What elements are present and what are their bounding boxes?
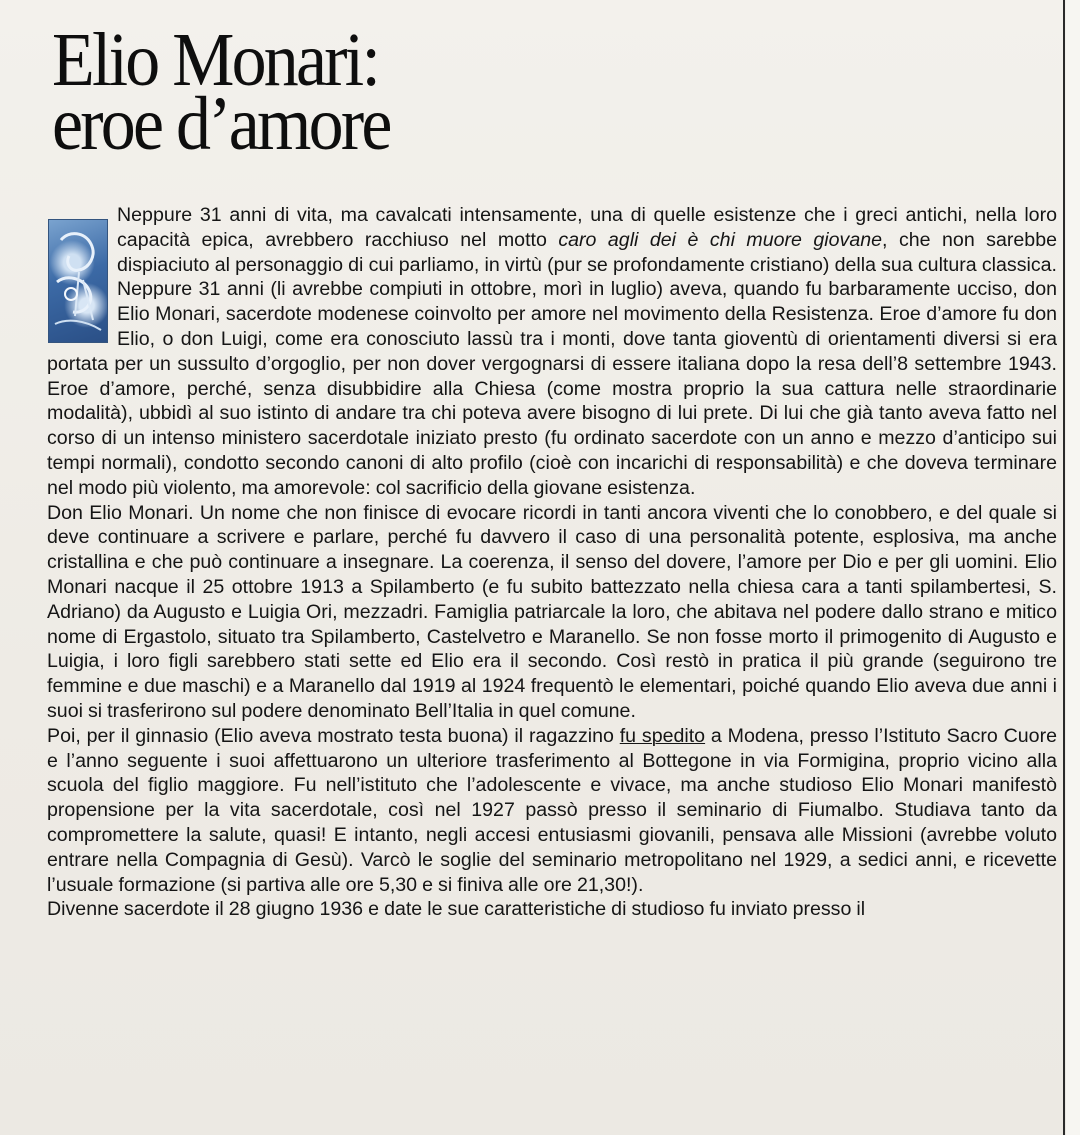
- article-title: [52, 18, 390, 166]
- article-body: [47, 203, 1057, 922]
- paragraph-4: Divenne sacerdote il 28 giugno 1936 e date le sue caratteristiche di studioso fu inviato presso il: [47, 898, 866, 921]
- dropcap-spacer: [47, 203, 117, 327]
- paragraph-3-text-a: Poi, per il ginnasio (Elio aveva mostrato testa buona) il ragazzino: [47, 724, 620, 747]
- column-rule: [1063, 0, 1065, 1135]
- article-title-line-1: Elio Monari:: [52, 18, 379, 102]
- paragraph-1-motto: caro agli dei è chi muore giovane: [558, 228, 883, 251]
- paragraph-1-text-b: , che non sarebbe dispiaciuto al personaggio di cui parliamo, in virtù (pur se profondamente cristiano) della sua cultura classica. Neppure 31 anni (li avrebbe compiuti in ottobre, morì in luglio) aveva, quando fu barbaramente ucciso, don Elio Monari, sacerdote modenese coinvolto per amore nel movimento della Resistenza. Eroe d’amore fu don Elio, o don Luigi, come era conosciuto lassù tra i monti, dove tanta gioventù di orientamenti diversi si era portata per un sussulto d’orgoglio, per non dover vergognarsi di essere italiana dopo la resa dell’8 settembre 1943. Eroe d’amore, perché, senza disubbidire alla Chiesa (come mostra proprio la sua cattura nelle straordinarie modalità), ubbidì al suo istinto di andare tra chi poteva avere bisogno di lui prete. Di lui che già tanto aveva fatto nel corso di un intenso ministero sacerdotale iniziato presto (fu ordinato sacerdote con un anno e mezzo d’anticipo sui tempi normali), condotto secondo canoni di alto profilo (cioè con incarichi di responsabilità) e che doveva terminare nel modo più violento, ma amorevole: col sacrificio della giovane esistenza.: [47, 228, 1057, 499]
- page-margin: [1066, 0, 1080, 1135]
- paragraph-1-text-a: Neppure 31 anni di vita, ma cavalcati intensamente, una di quelle esistenze che i greci antichi, nella loro capacità epica, avrebbero racchiuso nel motto: [117, 204, 1057, 251]
- article-title-line-2: eroe d’amore: [52, 82, 390, 166]
- paragraph-2: Don Elio Monari. Un nome che non finisce di evocare ricordi in tanti ancora viventi che lo conobbero, e del quale si deve continuare a scrivere e parlare, perché fu davvero il caso di una personalità potente, esplosiva, ma anche cristallina e che può continuare a insegnare. La coerenza, il senso del dovere, l’amore per Dio e per gli uomini. Elio Monari nacque il 25 ottobre 1913 a Spilamberto (e fu subito battezzato nella chiesa cara a tanti spilambertesi, S. Adriano) da Augusto e Luigia Ori, mezzadri. Famiglia patriarcale la loro, che abitava nel podere dallo strano e mitico nome di Ergastolo, situato tra Spilamberto, Castelvetro e Maranello. Se non fosse morto il primogenito di Augusto e Luigia, i loro figli sarebbero stati sette ed Elio era il secondo. Così restò in pratica il più grande (seguirono tre femmine e due maschi) e a Maranello dal 1919 al 1924 frequentò le elementari, poiché quando Elio aveva due anni i suoi si trasferirono sul podere denominato Bell’Italia in quel comune.: [47, 501, 1057, 722]
- paragraph-3-underlined: fu spedito: [619, 724, 706, 747]
- paragraph-1: [47, 203, 1057, 501]
- paragraph-3-text-b: a Modena, presso l’Istituto Sacro Cuore e l’anno seguente i suoi affettuarono un ulteriore trasferimento al Bottegone in via Formigina, proprio vicino alla scuola del figlio maggiore. Fu nell’istituto che l’adolescente e vivace, ma anche studioso Elio Monari manifestò propensione per la vita sacerdotale, così nel 1927 passò presso il seminario di Fiumalbo. Studiava tanto da compromettere la salute, quasi! E intanto, negli accesi entusiasmi giovanili, pensava alle Missioni (avrebbe voluto entrare nella Compagnia di Gesù). Varcò le soglie del seminario metropolitano nel 1929, a sedici anni, e ricevette l’usuale formazione (si partiva alle ore 5,30 e si finiva alle ore 21,30!).: [47, 724, 1057, 896]
- paragraph-3: [47, 724, 1057, 898]
